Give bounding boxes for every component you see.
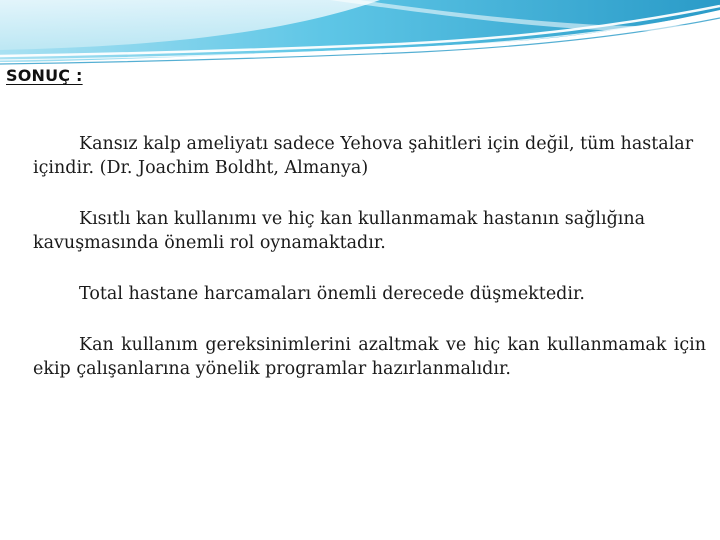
paragraph-1: Kansız kalp ameliyatı sadece Yehova şahitleri için değil, tüm hastalar içindir. (Dr. Joachim Boldht, Almanya) [33,134,694,178]
slide-title: SONUÇ : [6,66,83,85]
paragraph-4: Kan kullanım gereksinimlerini azaltmak ve hiç kan kullanmamak için ekip çalışanlarına yönelik programlar hazırlanmalıdır. [33,335,706,379]
slide-body [33,132,706,408]
header-wave-decoration [0,0,720,80]
paragraph-3: Total hastane harcamaları önemli derecede düşmektedir. [79,284,585,304]
paragraph-2: Kısıtlı kan kullanımı ve hiç kan kullanmamak hastanın sağlığına kavuşmasında önemli rol oynamaktadır. [33,209,646,253]
